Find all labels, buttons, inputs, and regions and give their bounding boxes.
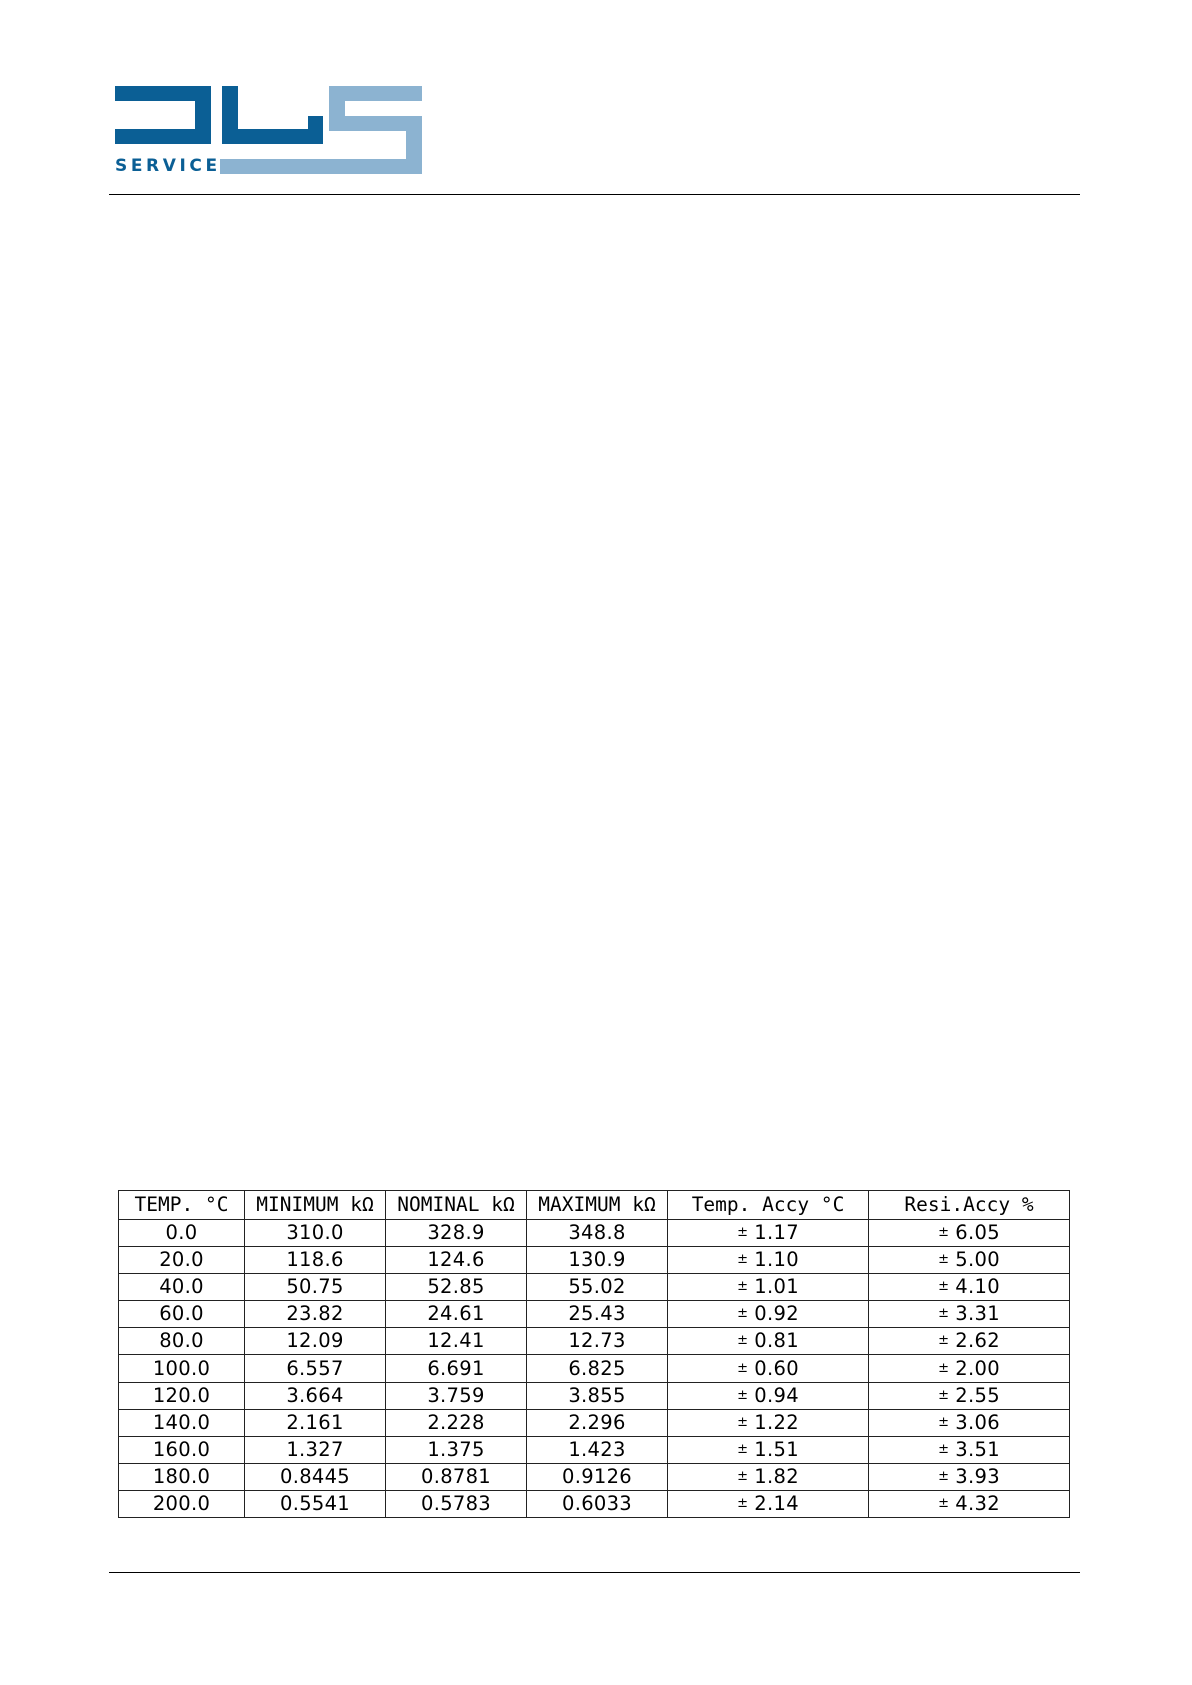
plus-minus-sign: ±	[737, 1387, 749, 1403]
col-header-temp-accuracy: Temp. Accy °C	[668, 1191, 869, 1220]
cell-value: 1.82	[754, 1464, 799, 1488]
plus-minus-sign: ±	[938, 1441, 950, 1457]
cell-temp-accy	[668, 1490, 869, 1517]
plus-minus-sign: ±	[938, 1495, 950, 1511]
cell-temp-accy	[668, 1463, 869, 1490]
cell-value: 1.01	[754, 1275, 799, 1299]
plus-minus-sign: ±	[737, 1360, 749, 1376]
cell-resi-accy	[869, 1382, 1070, 1409]
cell-min: 0.5541	[245, 1490, 386, 1517]
plus-minus-sign: ±	[938, 1252, 950, 1268]
cell-nom: 0.5783	[386, 1490, 527, 1517]
logo-l-shape	[222, 86, 323, 144]
col-header-resi-accuracy: Resi.Accy %	[869, 1191, 1070, 1220]
cell-temp: 80.0	[119, 1328, 245, 1355]
cell-value: 4.10	[955, 1275, 1000, 1299]
plus-minus-sign: ±	[938, 1279, 950, 1295]
cell-max: 1.423	[527, 1436, 668, 1463]
table-row	[119, 1436, 1070, 1463]
cell-value: 1.22	[754, 1410, 799, 1434]
cell-resi-accy	[869, 1274, 1070, 1301]
col-header-nominal: NOMINAL kΩ	[386, 1191, 527, 1220]
cell-temp-accy	[668, 1355, 869, 1382]
table-row	[119, 1220, 1070, 1247]
cell-nom: 52.85	[386, 1274, 527, 1301]
cell-value: 3.06	[955, 1410, 1000, 1434]
cell-value: 0.81	[754, 1329, 799, 1353]
cell-resi-accy	[869, 1355, 1070, 1382]
cell-nom: 24.61	[386, 1301, 527, 1328]
plus-minus-sign: ±	[737, 1495, 749, 1511]
plus-minus-sign: ±	[737, 1252, 749, 1268]
cell-resi-accy	[869, 1220, 1070, 1247]
cell-temp: 0.0	[119, 1220, 245, 1247]
cell-min: 2.161	[245, 1409, 386, 1436]
table-row	[119, 1274, 1070, 1301]
cell-resi-accy	[869, 1301, 1070, 1328]
cell-temp: 60.0	[119, 1301, 245, 1328]
cell-min: 1.327	[245, 1436, 386, 1463]
cell-temp: 160.0	[119, 1436, 245, 1463]
cell-value: 2.62	[955, 1329, 1000, 1353]
plus-minus-sign: ±	[737, 1225, 749, 1241]
table-row	[119, 1409, 1070, 1436]
cell-max: 6.825	[527, 1355, 668, 1382]
cell-resi-accy	[869, 1463, 1070, 1490]
cell-min: 3.664	[245, 1382, 386, 1409]
table-row	[119, 1463, 1070, 1490]
cell-value: 6.05	[955, 1221, 1000, 1245]
plus-minus-sign: ±	[938, 1387, 950, 1403]
cell-value: 3.51	[955, 1437, 1000, 1461]
cell-temp: 180.0	[119, 1463, 245, 1490]
cell-temp-accy	[668, 1301, 869, 1328]
cell-temp-accy	[668, 1436, 869, 1463]
cell-resi-accy	[869, 1247, 1070, 1274]
cell-nom: 328.9	[386, 1220, 527, 1247]
resistance-temperature-table	[118, 1190, 1070, 1518]
cell-temp-accy	[668, 1409, 869, 1436]
cell-nom: 124.6	[386, 1247, 527, 1274]
cell-max: 2.296	[527, 1409, 668, 1436]
cell-temp-accy	[668, 1220, 869, 1247]
cell-resi-accy	[869, 1409, 1070, 1436]
table-body	[119, 1220, 1070, 1518]
col-header-maximum: MAXIMUM kΩ	[527, 1191, 668, 1220]
cell-temp-accy	[668, 1328, 869, 1355]
col-header-minimum: MINIMUM kΩ	[245, 1191, 386, 1220]
plus-minus-sign: ±	[737, 1306, 749, 1322]
dls-service-logo	[115, 86, 425, 178]
cell-max: 55.02	[527, 1274, 668, 1301]
cell-min: 118.6	[245, 1247, 386, 1274]
cell-nom: 1.375	[386, 1436, 527, 1463]
cell-value: 2.00	[955, 1356, 1000, 1380]
cell-nom: 2.228	[386, 1409, 527, 1436]
cell-value: 1.10	[754, 1248, 799, 1272]
cell-min: 50.75	[245, 1274, 386, 1301]
cell-value: 1.17	[754, 1221, 799, 1245]
cell-temp-accy	[668, 1274, 869, 1301]
cell-min: 310.0	[245, 1220, 386, 1247]
cell-value: 0.92	[754, 1302, 799, 1326]
cell-temp: 100.0	[119, 1355, 245, 1382]
table-row	[119, 1328, 1070, 1355]
plus-minus-sign: ±	[737, 1468, 749, 1484]
cell-max: 348.8	[527, 1220, 668, 1247]
plus-minus-sign: ±	[737, 1441, 749, 1457]
cell-resi-accy	[869, 1328, 1070, 1355]
cell-min: 23.82	[245, 1301, 386, 1328]
cell-nom: 6.691	[386, 1355, 527, 1382]
cell-min: 0.8445	[245, 1463, 386, 1490]
cell-resi-accy	[869, 1490, 1070, 1517]
plus-minus-sign: ±	[938, 1414, 950, 1430]
cell-value: 2.55	[955, 1383, 1000, 1407]
logo-service-text: SERVICE	[115, 156, 221, 176]
cell-value: 1.51	[754, 1437, 799, 1461]
cell-value: 3.93	[955, 1464, 1000, 1488]
cell-temp: 200.0	[119, 1490, 245, 1517]
plus-minus-sign: ±	[938, 1306, 950, 1322]
table-row	[119, 1355, 1070, 1382]
cell-value: 5.00	[955, 1248, 1000, 1272]
plus-minus-sign: ±	[737, 1414, 749, 1430]
cell-nom: 3.759	[386, 1382, 527, 1409]
cell-temp: 20.0	[119, 1247, 245, 1274]
cell-temp: 140.0	[119, 1409, 245, 1436]
cell-max: 25.43	[527, 1301, 668, 1328]
cell-nom: 12.41	[386, 1328, 527, 1355]
cell-value: 0.94	[754, 1383, 799, 1407]
plus-minus-sign: ±	[938, 1468, 950, 1484]
cell-temp-accy	[668, 1247, 869, 1274]
plus-minus-sign: ±	[737, 1279, 749, 1295]
table-row	[119, 1301, 1070, 1328]
cell-value: 2.14	[754, 1491, 799, 1515]
footer-rule	[109, 1572, 1080, 1573]
table-header-row	[119, 1191, 1070, 1220]
cell-temp-accy	[668, 1382, 869, 1409]
cell-temp: 120.0	[119, 1382, 245, 1409]
cell-max: 12.73	[527, 1328, 668, 1355]
plus-minus-sign: ±	[938, 1225, 950, 1241]
cell-max: 3.855	[527, 1382, 668, 1409]
plus-minus-sign: ±	[938, 1360, 950, 1376]
cell-value: 3.31	[955, 1302, 1000, 1326]
logo-d-shape	[115, 86, 211, 144]
cell-max: 0.9126	[527, 1463, 668, 1490]
cell-value: 0.60	[754, 1356, 799, 1380]
cell-temp: 40.0	[119, 1274, 245, 1301]
cell-max: 130.9	[527, 1247, 668, 1274]
header-rule	[109, 194, 1080, 195]
plus-minus-sign: ±	[938, 1333, 950, 1349]
table-row	[119, 1247, 1070, 1274]
plus-minus-sign: ±	[737, 1333, 749, 1349]
col-header-temp: TEMP. °C	[119, 1191, 245, 1220]
cell-value: 4.32	[955, 1491, 1000, 1515]
table-row	[119, 1382, 1070, 1409]
cell-min: 12.09	[245, 1328, 386, 1355]
table-row	[119, 1490, 1070, 1517]
cell-max: 0.6033	[527, 1490, 668, 1517]
cell-resi-accy	[869, 1436, 1070, 1463]
cell-nom: 0.8781	[386, 1463, 527, 1490]
cell-min: 6.557	[245, 1355, 386, 1382]
